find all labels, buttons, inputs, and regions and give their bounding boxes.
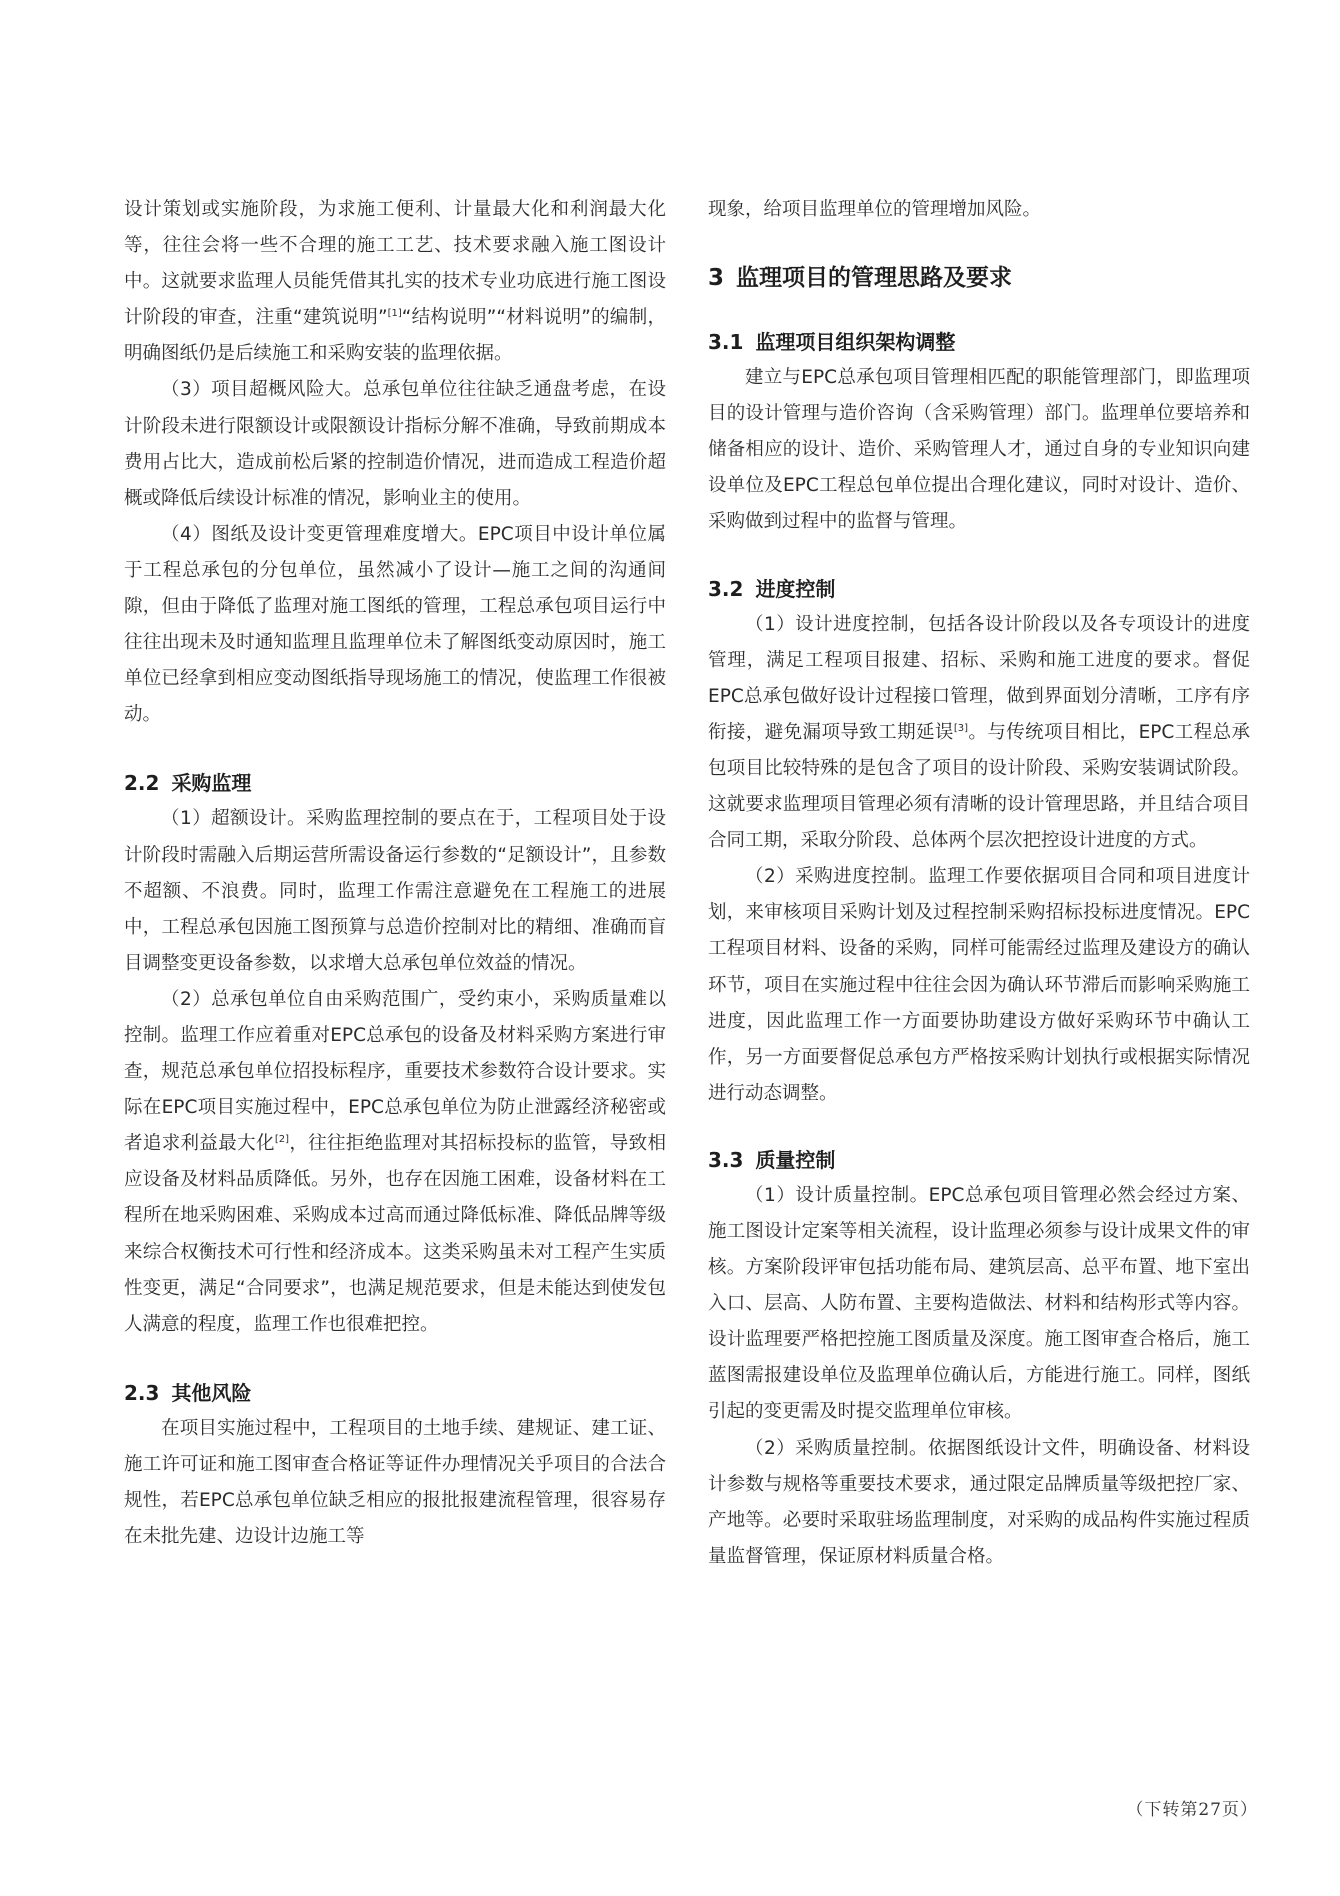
continuation-note: （下转第27页） [1126, 1800, 1258, 1820]
section-heading-3-2: 3.2 进度控制 [708, 576, 836, 601]
paragraph: （1）设计进度控制，包括各设计阶段以及各专项设计的进度管理，满足工程项目报建、招标、采购和施工进度的要求。督促EPC总承包做好设计过程接口管理，做到界面划分清晰，工序有序衔接，避免漏项导致工期延误[3]。与传统项目相比，EPC工程总承包项目比较特殊的是包含了项目的设计阶段、采购安装调试阶段。这就要求监理项目管理必须有清晰的设计管理思路，并且结合项目合同工期，采取分阶段、总体两个层次把控设计进度的方式。 [708, 613, 1250, 852]
paragraph: （1）超额设计。采购监理控制的要点在于，工程项目处于设计阶段时需融入后期运营所需设备运行参数的“足额设计”，且参数不超额、不浪费。同时，监理工作需注意避免在工程施工的进展中，工程总承包因施工图预算与总造价控制对比的精细、准确而盲目调整变更设备参数，以求增大总承包单位效益的情况。 [124, 808, 666, 974]
paragraph: （2）总承包单位自由采购范围广，受约束小，采购质量难以控制。监理工作应着重对EPC总承包的设备及材料采购方案进行审查，规范总承包单位招投标程序，重要技术参数符合设计要求。实际在EPC项目实施过程中，EPC总承包单位为防止泄露经济秘密或者追求利益最大化[2]，往往拒绝监理对其招标投标的监管，导致相应设备及材料品质降低。另外，也存在因施工困难，设备材料在工程所在地采购困难、采购成本过高而通过降低标准、降低品牌等级来综合权衡技术可行性和经济成本。这类采购虽未对工程产生实质性变更，满足“合同要求”，也满足规范要求，但是未能达到使发包人满意的程度，监理工作也很难把控。 [124, 988, 666, 1335]
paragraph: 在项目实施过程中，工程项目的土地手续、建规证、建工证、施工许可证和施工图审查合格证等证件办理情况关乎项目的合法合规性，若EPC总承包单位缺乏相应的报批报建流程管理，很容易存在未批先建、边设计边施工等 [124, 1417, 666, 1548]
right-column [708, 192, 1250, 1575]
paragraph: 建立与EPC总承包项目管理相匹配的职能管理部门，即监理项目的设计管理与造价咨询（含采购管理）部门。监理单位要培养和储备相应的设计、造价、采购管理人才，通过自身的专业知识向建设单位及EPC工程总包单位提出合理化建议，同时对设计、造价、采购做到过程中的监督与管理。 [708, 367, 1250, 533]
citation[interactable]: [2] [274, 1134, 289, 1146]
paragraph: （2）采购进度控制。监理工作要依据项目合同和项目进度计划，来审核项目采购计划及过程控制采购招标投标进度情况。EPC工程项目材料、设备的采购，同样可能需经过监理及建设方的确认环节，项目在实施过程中往往会因为确认环节滞后而影响采购施工进度，因此监理工作一方面要协助建设方做好采购环节中确认工作，另一方面要督促总承包方严格按采购计划执行或根据实际情况进行动态调整。 [708, 866, 1250, 1104]
paragraph: （3）项目超概风险大。总承包单位往往缺乏通盘考虑，在设计阶段未进行限额设计或限额设计指标分解不准确，导致前期成本费用占比大，造成前松后紧的控制造价情况，进而造成工程造价超概或降低后续设计标准的情况，影响业主的使用。 [124, 379, 666, 509]
paragraph: （1）设计质量控制。EPC总承包项目管理必然会经过方案、施工图设计定案等相关流程，设计监理必须参与设计成果文件的审核。方案阶段评审包括功能布局、建筑层高、总平布置、地下室出入口、层高、人防布置、主要构造做法、材料和结构形式等内容。设计监理要严格把控施工图质量及深度。施工图审查合格后，施工蓝图需报建设单位及监理单位确认后，方能进行施工。同样，图纸引起的变更需及时提交监理单位审核。 [708, 1184, 1250, 1423]
citation[interactable]: [3] [953, 722, 968, 734]
section-heading-2-2: 2.2 采购监理 [124, 771, 252, 796]
paragraph: （2）采购质量控制。依据图纸设计文件，明确设备、材料设计参数与规格等重要技术要求，通过限定品牌质量等级把控厂家、产地等。必要时采取驻场监理制度，对采购的成品构件实施过程质量监督管理，保证原材料质量合格。 [708, 1437, 1250, 1567]
section-heading-3: 3 监理项目的管理思路及要求 [708, 265, 1013, 292]
section-heading-2-3: 2.3 其他风险 [124, 1380, 252, 1405]
left-column [124, 192, 666, 1555]
citation[interactable]: [1] [387, 308, 402, 320]
section-heading-3-1: 3.1 监理项目组织架构调整 [708, 330, 956, 355]
paragraph: 设计策划或实施阶段，为求施工便利、计量最大化和利润最大化等，往往会将一些不合理的施工工艺、技术要求融入施工图设计中。这就要求监理人员能凭借其扎实的技术专业功底进行施工图设计阶段的审查，注重“建筑说明”[1]“结构说明”“材料说明”的编制，明确图纸仍是后续施工和采购安装的监理依据。 [124, 199, 666, 365]
paragraph: 现象，给项目监理单位的管理增加风险。 [708, 199, 1042, 220]
paragraph: （4）图纸及设计变更管理难度增大。EPC项目中设计单位属于工程总承包的分包单位，虽然减小了设计—施工之间的沟通间隙，但由于降低了监理对施工图纸的管理，工程总承包项目运行中往往出现未及时通知监理且监理单位未了解图纸变动原因时，施工单位已经拿到相应变动图纸指导现场施工的情况，使监理工作很被动。 [124, 523, 666, 726]
section-heading-3-3: 3.3 质量控制 [708, 1147, 836, 1172]
